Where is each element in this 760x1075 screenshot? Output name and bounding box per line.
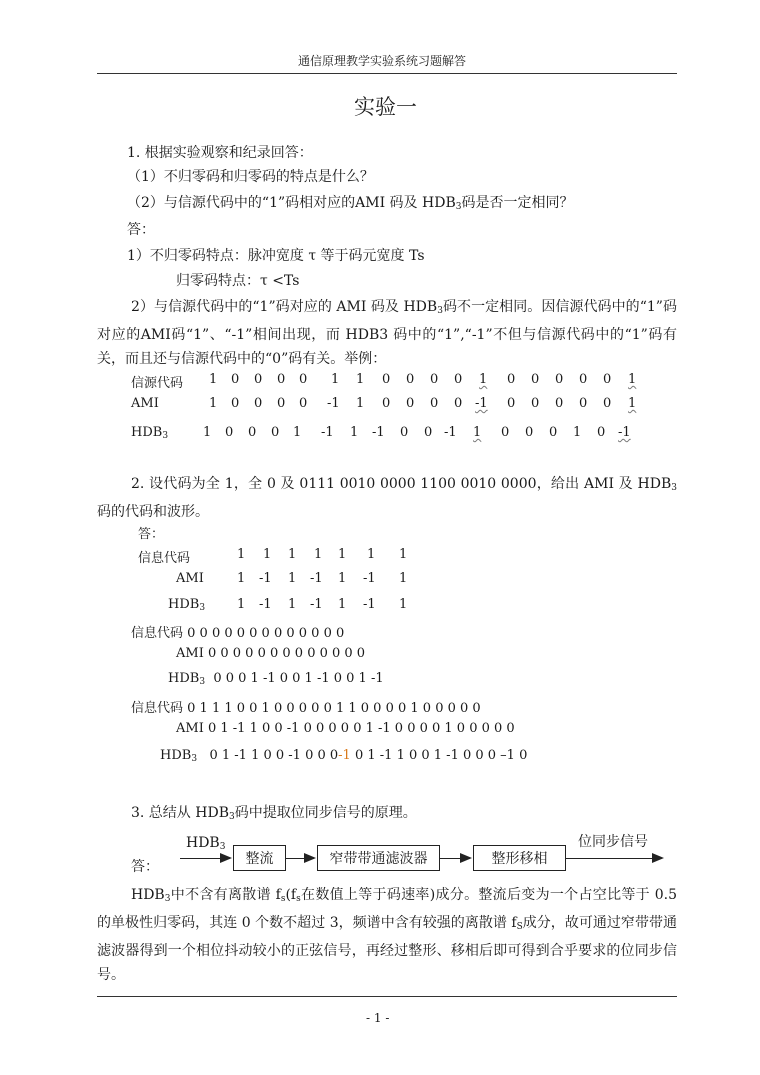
- q2-g2-hdb: [168, 671, 384, 687]
- example-cell: 1: [573, 425, 582, 440]
- q2-g1-cell: 1: [399, 597, 408, 612]
- sub3: 3: [228, 812, 235, 822]
- q2-g1-cell: 1: [237, 597, 246, 612]
- example-cell: 0: [579, 372, 588, 387]
- q2-g1-cell: 1: [263, 547, 272, 562]
- example-row-label: 信源代码: [131, 376, 184, 391]
- example-cell: 1: [473, 425, 482, 440]
- sub3: 3: [199, 677, 206, 687]
- example-cell: 0: [254, 396, 263, 411]
- example-cell: 1: [209, 396, 218, 411]
- diagram-output-label: 位同步信号: [578, 834, 648, 850]
- example-cell: 0: [248, 425, 257, 440]
- q2-question-a: 2. 设代码为全 1，全 0 及 0111 0010 0000 1100 0010 0000，给出 AMI 及 HDB: [131, 476, 672, 492]
- example-cell: 0: [277, 396, 286, 411]
- q2-g2-hdb-values: 0 0 0 1 -1 0 0 1 -1 0 0 1 -1: [213, 671, 384, 686]
- sub3: 3: [164, 894, 171, 904]
- example-cell: 0: [597, 425, 606, 440]
- q2-g1-cell: 1: [338, 547, 347, 562]
- q2-g1-cell: -1: [310, 571, 323, 586]
- example-cell: 0: [424, 425, 433, 440]
- chapter-title: 实验一: [354, 95, 417, 119]
- example-cell: 1: [628, 372, 637, 387]
- box-shape-phase: 整形移相: [473, 845, 566, 871]
- example-cell: 0: [231, 372, 240, 387]
- q2-g3-hdb: [160, 748, 527, 764]
- example-cell: 0: [531, 372, 540, 387]
- q3-para-a: HDB: [131, 887, 165, 903]
- example-cell: 0: [254, 372, 263, 387]
- sub3: 3: [191, 754, 198, 764]
- example-cell: 0: [579, 396, 588, 411]
- q3-para-c: (f: [285, 887, 297, 903]
- q3-question-a: 3. 总结从 HDB: [131, 805, 229, 821]
- page-number: - 1 -: [366, 1011, 390, 1025]
- q1-ans1-line1: 1）不归零码特点：脉冲宽度 τ 等于码元宽度 Ts: [127, 248, 425, 264]
- header-rule: [97, 73, 677, 74]
- q2-g1-cell: 1: [367, 547, 376, 562]
- q2-g1-cell: 1: [314, 547, 323, 562]
- example-cell: 0: [231, 396, 240, 411]
- example-cell: 1: [356, 396, 365, 411]
- box-bandpass-filter: 窄带带通滤波器: [317, 845, 440, 871]
- q2-question: [97, 472, 677, 524]
- q1-sub2-post: 码是否一定相同？: [461, 195, 574, 211]
- sub3: 3: [199, 603, 206, 613]
- sub-s: s: [280, 894, 286, 904]
- example-cell: 0: [382, 372, 391, 387]
- sub3: 3: [219, 842, 226, 852]
- example-cell: 0: [525, 425, 534, 440]
- example-cell: 1: [479, 372, 488, 387]
- example-cell: 0: [406, 372, 415, 387]
- q1-ans2-a: 2）与信源代码中的“1”码对应的 AMI 码及 HDB: [131, 299, 438, 315]
- q3-question-b: 码中提取位同步信号的原理。: [234, 805, 417, 821]
- example-cell: 0: [603, 372, 612, 387]
- q2-g1-cell: 1: [288, 571, 297, 586]
- q2-g3-hdb-label: HDB: [160, 748, 192, 763]
- example-cell: 1: [293, 425, 302, 440]
- q2-g3-ami: AMI 0 1 -1 1 0 0 -1 0 0 0 0 0 1 -1 0 0 0 0 1 0 0 0 0 0: [176, 721, 515, 736]
- example-cell: 0: [382, 396, 391, 411]
- sub3: 3: [455, 202, 462, 212]
- q2-g2-info: 信息代码 0 0 0 0 0 0 0 0 0 0 0 0 0: [131, 626, 345, 641]
- arrow-1: [286, 858, 314, 859]
- example-cell: 0: [454, 372, 463, 387]
- example-cell: 0: [299, 396, 308, 411]
- example-cell: 1: [356, 372, 365, 387]
- q2-g1-row-label: $HDB_3$: [168, 597, 206, 613]
- q3-para-e: 成分，故可通过窄带带通滤波器得到一个相位抖动较小的正弦信号，再经过整形、移相后即可得到合乎要求的位同步信号。: [97, 915, 677, 983]
- footer-rule: [97, 996, 677, 997]
- sub-S: S: [516, 922, 523, 932]
- example-cell: 1: [628, 396, 637, 411]
- example-cell: -1: [327, 396, 340, 411]
- example-cell: 0: [430, 372, 439, 387]
- q3-answer-label: 答：: [131, 859, 159, 875]
- q2-g2-hdb-label: HDB: [168, 671, 200, 686]
- q1-ans1-line2: 归零码特点：τ <Ts: [176, 273, 300, 289]
- arrow-2: [440, 858, 470, 859]
- example-cell: 0: [277, 372, 286, 387]
- example-cell: 0: [299, 372, 308, 387]
- example-cell: 1: [350, 425, 359, 440]
- sub3: 3: [671, 483, 677, 493]
- example-cell: 0: [507, 372, 516, 387]
- example-cell: 0: [549, 425, 558, 440]
- q1-sub1: （1）不归零码和归零码的特点是什么？: [127, 169, 374, 185]
- example-cell: 0: [507, 396, 516, 411]
- q2-g3-info: 信息代码 0 1 1 1 0 0 1 0 0 0 0 0 1 1 0 0 0 0 1 0 0 0 0 0: [131, 701, 481, 716]
- example-cell: 1: [203, 425, 212, 440]
- q2-g1-cell: 1: [288, 547, 297, 562]
- sub3: 3: [162, 431, 169, 441]
- example-cell: -1: [321, 425, 334, 440]
- example-cell: 0: [454, 396, 463, 411]
- q2-g3-hdb-orange: -1: [338, 748, 351, 763]
- q1-answer-label: 答：: [127, 222, 155, 238]
- q2-g1-row-label: AMI: [176, 571, 204, 586]
- q2-g1-cell: -1: [259, 571, 272, 586]
- q1-ans2-paragraph: [97, 295, 677, 371]
- q2-g1-row-label: 信息代码: [138, 551, 191, 566]
- example-row-label: $HDB_3$: [131, 425, 169, 441]
- example-cell: 0: [400, 425, 409, 440]
- example-cell: -1: [618, 425, 631, 440]
- example-cell: 0: [406, 396, 415, 411]
- q2-g1-cell: -1: [310, 597, 323, 612]
- q2-g1-cell: 1: [338, 597, 347, 612]
- q2-g2-ami: AMI 0 0 0 0 0 0 0 0 0 0 0 0 0: [176, 646, 366, 661]
- diagram-input-text: HDB: [186, 835, 220, 851]
- arrow-output: [566, 858, 662, 859]
- example-cell: 0: [225, 425, 234, 440]
- example-cell: -1: [372, 425, 385, 440]
- q3-para-b: 中不含有离散谱 f: [170, 887, 281, 903]
- example-cell: -1: [444, 425, 457, 440]
- q1-ans2-b: 码不一定相同。因信源代码中的“1”码对应的AMI码“1”、“-1”相间出现，而 HDB3 码中的“1”,“-1”不但与信源代码中的“1”码有关，而且还与信源代码中的“0”码有关。举例：: [97, 299, 677, 367]
- header-title: 通信原理教学实验系统习题解答: [298, 54, 467, 68]
- q1-question: 1. 根据实验观察和纪录回答：: [127, 145, 313, 161]
- q2-g3-hdb-a: 0 1 -1 1 0 0 -1 0 0 0: [209, 748, 339, 763]
- diagram-input-label: [186, 835, 225, 852]
- q1-sub2-pre: （2）与信源代码中的“1”码相对应的AMI 码及 HDB: [127, 195, 456, 211]
- q2-g1-cell: 1: [338, 571, 347, 586]
- q2-question-b: 码的代码和波形。: [97, 504, 209, 520]
- q2-g3-hdb-b: 0 1 -1 1 0 0 1 -1 0 0 0 –1 0: [350, 748, 528, 763]
- q2-g1-cell: 1: [399, 571, 408, 586]
- example-cell: 0: [430, 396, 439, 411]
- q2-answer-label: 答：: [138, 527, 165, 542]
- q3-para-d: 在数值上等于码速率)成分。整流后变为一个占空比等于 0.5 的单极性归零码，其连 0 个数不超过 3，频谱中含有较强的离散谱 f: [97, 887, 677, 931]
- q2-g1-cell: 1: [399, 547, 408, 562]
- box-rectifier: 整流: [233, 845, 286, 871]
- example-cell: 0: [555, 396, 564, 411]
- q2-g1-cell: -1: [363, 597, 376, 612]
- q2-g1-cell: 1: [237, 547, 246, 562]
- example-cell: 0: [555, 372, 564, 387]
- q3-paragraph: [97, 883, 677, 987]
- sub3: 3: [437, 306, 443, 316]
- sub-s: s: [296, 894, 301, 904]
- example-cell: 1: [331, 372, 340, 387]
- example-cell: 0: [501, 425, 510, 440]
- example-cell: 0: [271, 425, 280, 440]
- q2-g1-cell: 1: [288, 597, 297, 612]
- q2-g1-cell: -1: [363, 571, 376, 586]
- q2-g1-cell: -1: [259, 597, 272, 612]
- example-cell: -1: [475, 396, 488, 411]
- q3-question: [131, 802, 417, 822]
- example-cell: 0: [531, 396, 540, 411]
- example-cell: 0: [603, 396, 612, 411]
- example-cell: 1: [209, 372, 218, 387]
- example-row-label: AMI: [131, 396, 159, 411]
- q2-g1-cell: 1: [237, 571, 246, 586]
- q1-sub2: [127, 192, 573, 212]
- arrow-input: [180, 858, 230, 859]
